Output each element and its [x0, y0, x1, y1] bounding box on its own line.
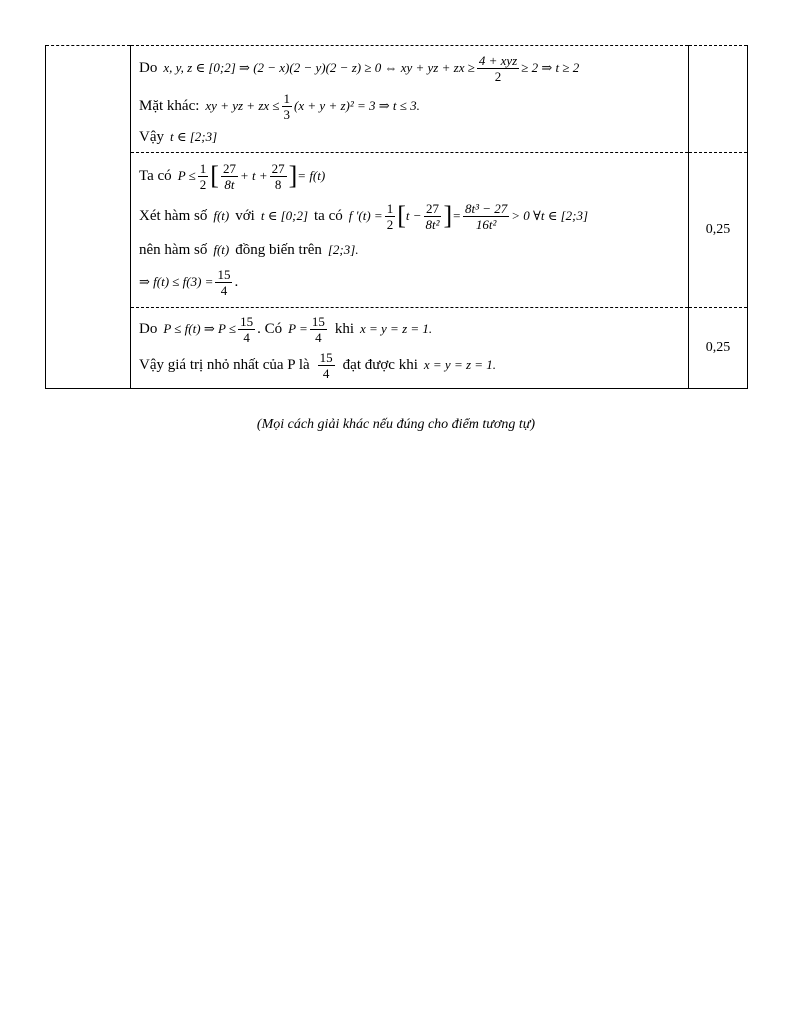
bracket-open: [ [210, 161, 219, 190]
math-expr: P ≤ f(t) ⇒ P ≤ [163, 321, 237, 336]
bracket-close: ] [443, 201, 453, 230]
math-expr: xy + yz + zx ≤ [205, 98, 280, 113]
math-expr: f '(t) = [348, 208, 383, 223]
denominator: 8t [224, 176, 235, 192]
denominator: 3 [283, 106, 291, 122]
math-expr: x, y, z ∈ [0;2] ⇒ (2 − x)(2 − y)(2 − z) ≥ 0 ⇔ xy + yz + zx ≥ [163, 60, 475, 75]
line-text: Mặt khác: [139, 97, 200, 114]
content-cell [131, 153, 689, 308]
line-text: với [235, 207, 255, 224]
math-expr: (x + y + z)² = 3 ⇒ t ≤ 3. [294, 98, 420, 113]
line-text: đạt được khi [342, 356, 418, 373]
line-text: Vậy giá trị nhỏ nhất của P là [139, 356, 310, 373]
text-line [139, 156, 680, 196]
fraction [318, 350, 335, 381]
denominator: 4 [220, 282, 228, 298]
score-cell: 0,25 [689, 308, 748, 389]
content-cell [131, 308, 689, 389]
numerator: 27 [222, 160, 236, 176]
fraction [477, 53, 519, 84]
math-expr: t ∈ [2;3] [170, 129, 218, 144]
math-expr: + t + [239, 168, 268, 183]
line-text: khi [334, 320, 354, 337]
fraction [238, 314, 255, 345]
denominator: 2 [199, 176, 207, 192]
text-line [139, 196, 680, 236]
numerator: 4 + xyz [478, 52, 518, 68]
fraction [463, 201, 509, 232]
numerator: 27 [271, 160, 285, 176]
line-text: Vậy [139, 128, 164, 145]
numerator: 1 [386, 200, 394, 216]
text-line [139, 236, 680, 264]
numerator: 1 [199, 160, 207, 176]
line-text: ta có [314, 207, 343, 224]
line-text: Do [139, 59, 158, 76]
denominator: 8t² [425, 216, 440, 232]
bracket-open: [ [397, 201, 406, 230]
math-expr: t − [405, 208, 422, 223]
line-text: . Có [257, 320, 283, 337]
fraction [270, 161, 287, 192]
bracket-close: ] [288, 161, 298, 190]
text-line [139, 264, 680, 300]
line-text: nên hàm số [139, 241, 208, 258]
denominator: 2 [494, 68, 502, 84]
line-text: đồng biến trên [235, 241, 322, 258]
numerator: 15 [240, 313, 254, 329]
math-expr: = f(t) [297, 168, 326, 183]
numerator: 8t³ − 27 [464, 200, 508, 216]
text-line [139, 311, 680, 347]
fraction [221, 161, 238, 192]
math-expr: [2;3]. [327, 242, 359, 257]
math-expr: f(t) [213, 208, 230, 223]
text-line [139, 49, 680, 87]
math-expr: x = y = z = 1. [423, 357, 497, 372]
score-cell: 0,25 [689, 153, 748, 308]
fraction [310, 314, 327, 345]
numerator: 15 [311, 313, 325, 329]
denominator: 4 [243, 329, 250, 345]
text-line [139, 347, 680, 383]
table-row [46, 308, 748, 389]
denominator: 8 [274, 176, 282, 192]
numerator: 27 [426, 200, 439, 216]
denominator: 2 [386, 216, 394, 232]
footer-note: (Mọi cách giải khác nếu đúng cho điểm tương tự) [256, 417, 536, 432]
fraction [215, 267, 232, 298]
question-cell [46, 46, 131, 389]
text-line [139, 125, 680, 149]
math-expr: > 0 ∀t ∈ [2;3] [511, 208, 589, 223]
line-text: Ta có [139, 167, 172, 184]
math-expr: x = y = z = 1. [359, 321, 433, 336]
fraction [424, 201, 442, 232]
math-expr: P ≤ [177, 168, 196, 183]
table-row [46, 153, 748, 308]
fraction [282, 91, 293, 122]
content-cell [131, 46, 689, 153]
fraction [385, 201, 396, 232]
text-line [139, 87, 680, 125]
solution-table [45, 45, 748, 389]
numerator: 1 [283, 90, 291, 106]
denominator: 16t² [475, 216, 497, 232]
math-expr: f(t) [213, 242, 230, 257]
denominator: 4 [322, 365, 330, 381]
numerator: 15 [217, 266, 231, 282]
math-expr: ⇒ f(t) ≤ f(3) = [139, 274, 214, 289]
score-cell [689, 46, 748, 153]
denominator: 4 [315, 329, 322, 345]
table-row [46, 46, 748, 153]
math-expr: ≥ 2 ⇒ t ≥ 2 [521, 60, 580, 75]
line-text: . [234, 273, 239, 290]
line-text: Do [139, 320, 158, 337]
line-text: Xét hàm số [139, 207, 208, 224]
numerator: 15 [319, 349, 333, 365]
math-expr: t ∈ [0;2] [260, 208, 309, 223]
math-expr: = [452, 208, 461, 223]
math-expr: P = [288, 321, 308, 336]
fraction [198, 161, 209, 192]
